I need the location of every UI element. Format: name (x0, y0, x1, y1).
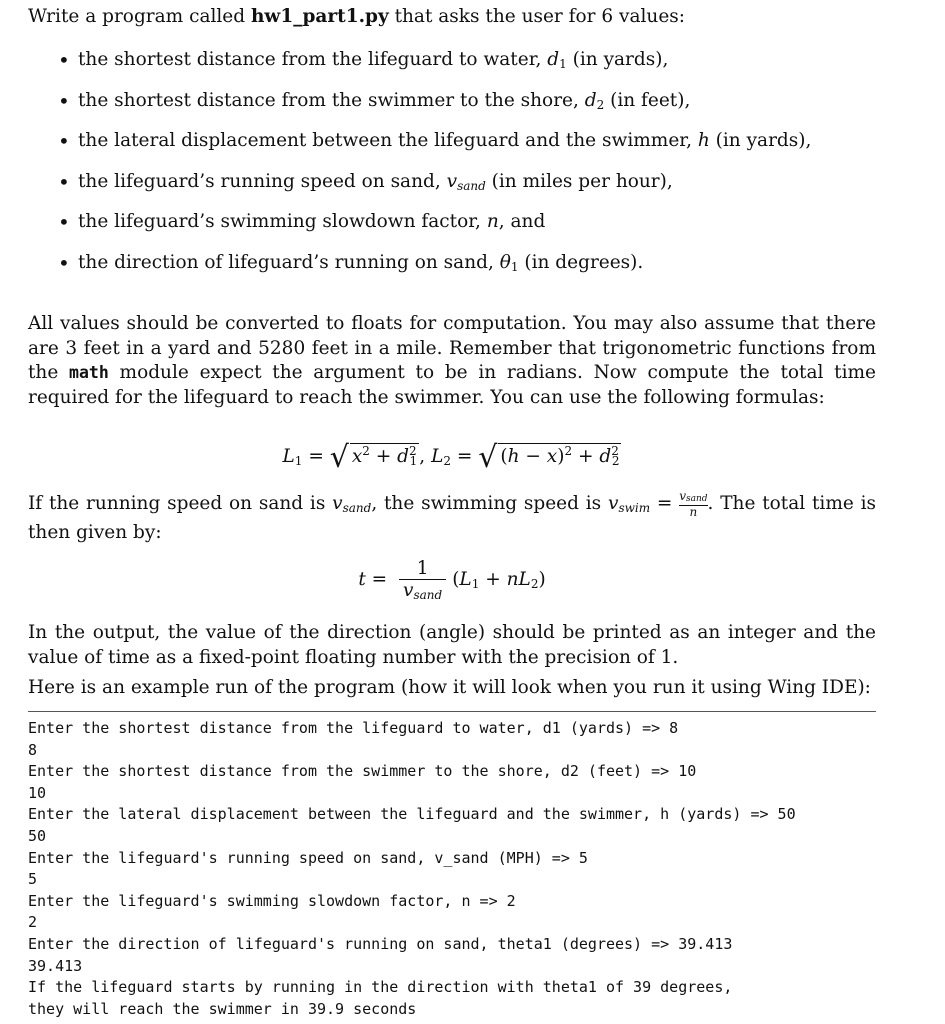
list-item: • the shortest distance from the lifeguard to water, $d_1$ (in yards), (58, 42, 811, 83)
paragraph-conversion: All values should be converted to floats for computation. You may also assume that there are 3 feet in a yard and 5280 feet in a mile. Remember that trigonometric functions from the math module expect the argument to be in radians. Now compute the total time required for the lifeguard to reach the swimmer. You can use the following formulas: (28, 313, 876, 408)
paragraph-example-run: Here is an example run of the program (how it will look when you run it using Wing IDE): (28, 677, 871, 698)
divider (28, 711, 876, 712)
console-line: 5 (28, 870, 38, 889)
paragraph-speeds: If the running speed on sand is $v_{sand}$, the swimming speed is $v_{swim}$ = $\frac{v_{sand}}{n}$. The total time is then given by: (28, 489, 877, 543)
console-line: Enter the shortest distance from the swimmer to the shore, d2 (feet) => 10 (28, 762, 697, 781)
intro-line (28, 6, 685, 27)
console-line: Enter the lifeguard's running speed on sand, v_sand (MPH) => 5 (28, 848, 588, 867)
console-line: 50 (28, 826, 47, 845)
console-line: Enter the direction of lifeguard's running on sand, theta1 (degrees) => 39.413 (28, 934, 733, 953)
console-line: Enter the shortest distance from the lifeguard to water, d1 (yards) => 8 (28, 719, 679, 737)
list-item: • the lifeguard’s swimming slowdown factor, n, and (58, 204, 811, 245)
console-output (28, 718, 796, 1020)
console-line: they will reach the swimmer in 39.9 seconds (28, 999, 417, 1018)
equation-lengths: $L_1$ = √ $x^2 + d^2_1$ , $L_2$ = √ $(h - x)^2 + d^2_2$ (282, 440, 620, 475)
input-values-list (58, 42, 811, 286)
console-line: Enter the lifeguard's swimming slowdown factor, n => 2 (28, 891, 516, 910)
console-line: If the lifeguard starts by running in the direction with theta1 of 39 degrees, (28, 978, 733, 997)
intro-prefix: Write a program called (28, 6, 251, 27)
intro-suffix: that asks the user for 6 values: (388, 6, 685, 27)
paragraph-output-format: In the output, the value of the direction (angle) should be printed as an integer and the value of time as a fixed-point floating number with the precision of 1. (28, 622, 876, 668)
list-item: • the lateral displacement between the lifeguard and the swimmer, h (in yards), (58, 123, 811, 164)
program-filename: hw1_part1.py (250, 6, 389, 27)
equation-total-time: t = $\frac{1}{v_{sand}}$ $(L_1 + nL_2)$ (358, 558, 546, 602)
list-item: • the shortest distance from the swimmer to the shore, $d_2$ (in feet), (58, 83, 811, 124)
console-line: 10 (28, 783, 47, 802)
console-line: 8 (28, 740, 38, 759)
console-line: 39.413 (28, 956, 83, 975)
list-item: • the lifeguard’s running speed on sand, $v_{sand}$ (in miles per hour), (58, 164, 811, 205)
console-line: 2 (28, 913, 38, 932)
list-item: • the direction of lifeguard’s running on sand, $\theta_1$ (in degrees). (58, 245, 811, 286)
console-line: Enter the lateral displacement between the lifeguard and the swimmer, h (yards) => 50 (28, 805, 796, 824)
math-module-code: math (69, 363, 109, 383)
